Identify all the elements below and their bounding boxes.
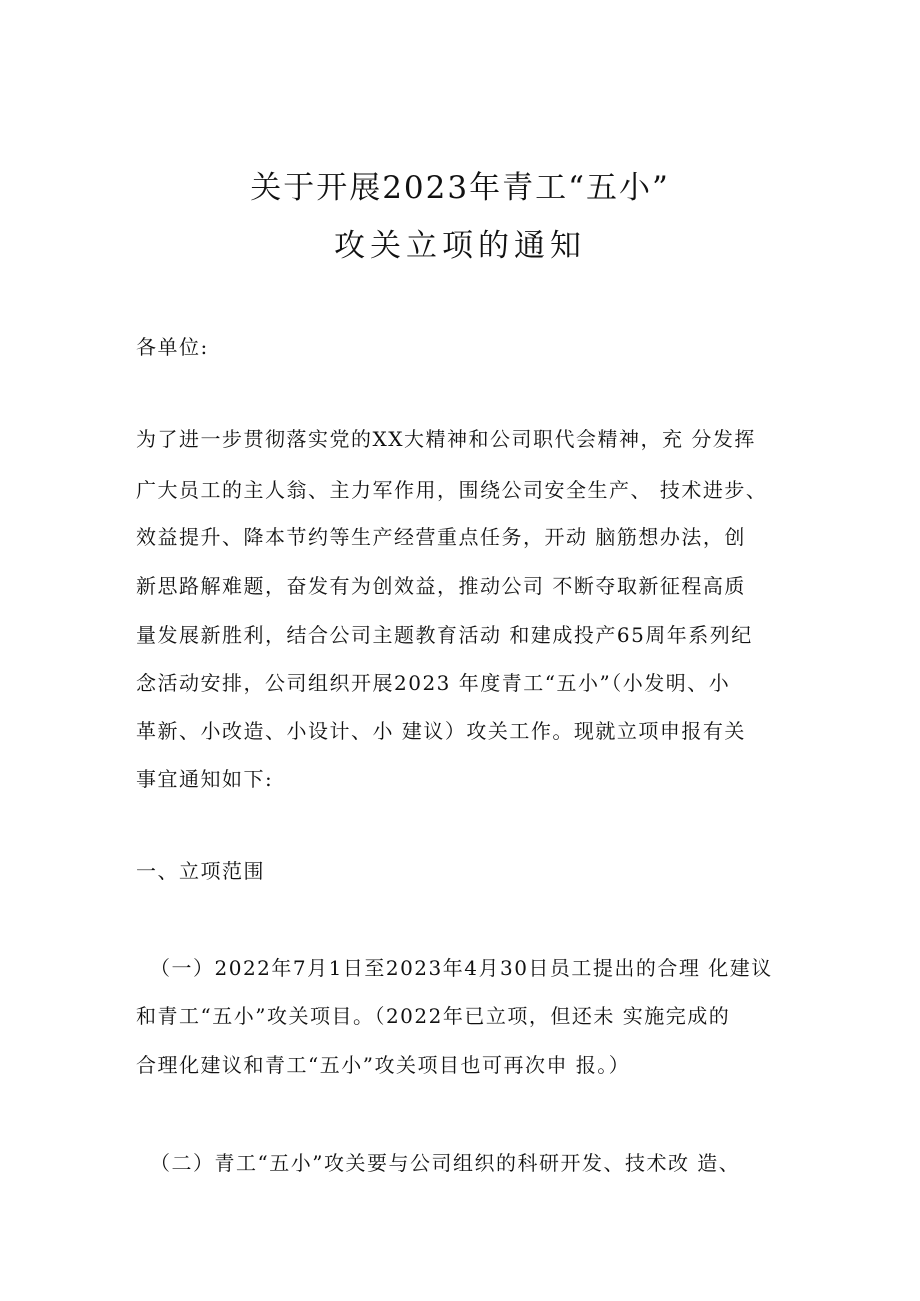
salutation: 各单位: — [136, 335, 209, 359]
paragraph-line: 为了进一步贯彻落实党的XX大精神和公司职代会精神，充 分发挥 — [136, 427, 756, 451]
document-title-line1: 关于开展2023年青工“五小” — [250, 170, 670, 206]
paragraph-line: 效益提升、降本节约等生产经营重点任务，开动 脑筋想办法，创 — [136, 525, 746, 549]
paragraph-line: 广大员工的主人翁、主力军作用，围绕公司安全生产、 技术进步、 — [136, 478, 768, 502]
paragraph-line: 新思路解难题，奋发有为创效益，推动公司 不断夺取新征程高质 — [136, 574, 746, 598]
paragraph-line: 事宜通知如下: — [136, 767, 274, 791]
section-heading: 一、立项范围 — [136, 859, 265, 883]
document-title-line2: 攻关立项的通知 — [334, 228, 586, 264]
paragraph-line: 和青工“五小”攻关项目。（2022年已立项，但还未 实施完成的 — [136, 1004, 731, 1028]
paragraph-line: 合理化建议和青工“五小”攻关项目也可再次申 报。） — [136, 1053, 631, 1077]
paragraph-line: （二）青工“五小”攻关要与公司组织的科研开发、技术改 造、 — [150, 1151, 741, 1175]
paragraph-line: 革新、小改造、小设计、小 建议）攻关工作。现就立项申报有关 — [136, 719, 746, 743]
paragraph-line: 量发展新胜利，结合公司主题教育活动 和建成投产65周年系列纪 — [136, 623, 753, 647]
paragraph-line: （一）2022年7月1日至2023年4月30日员工提出的合理 化建议 — [150, 956, 773, 980]
paragraph-line: 念活动安排，公司组织开展2023 年度青工“五小”（小发明、小 — [136, 671, 731, 695]
